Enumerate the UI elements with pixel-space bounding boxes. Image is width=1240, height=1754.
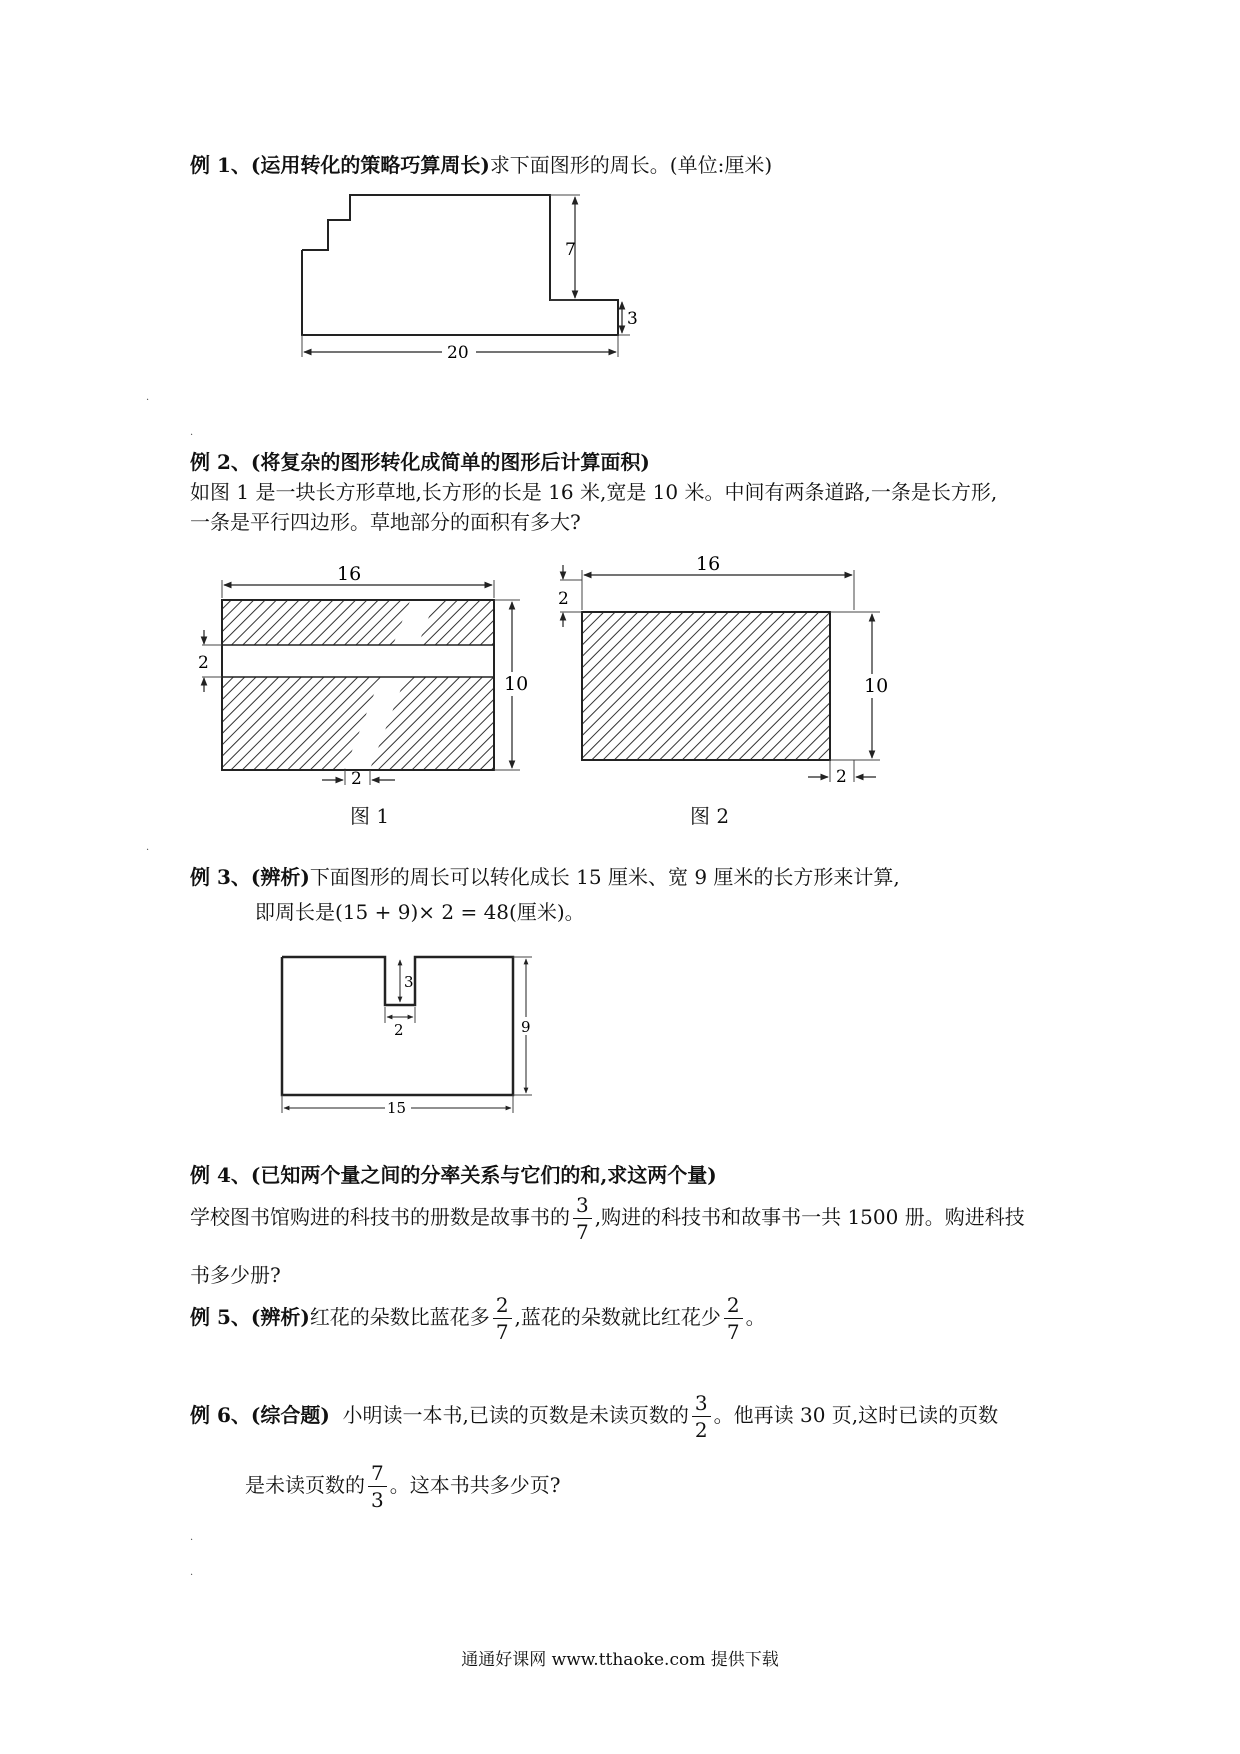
ex2-line2: 一条是平行四边形。草地部分的面积有多大? [190,510,581,534]
ex4-text-b: ,购进的科技书和故事书一共 1500 册。购进科技 [594,1205,1025,1229]
ex6-frac2-num: 7 [368,1463,387,1487]
margin-dot: · [146,845,150,856]
ex6-line2 [245,1463,560,1510]
margin-dot: · [146,395,150,406]
fig2-caption: 图 2 [690,804,730,828]
ex3-label-9: 9 [521,1018,531,1036]
ex6-text-b: 。他再读 30 页,这时已读的页数 [713,1403,999,1427]
ex5-title: 例 5、(辨析) [190,1305,310,1329]
ex6-frac2-den: 3 [371,1488,384,1512]
ex3-line1: 下面图形的周长可以转化成长 15 厘米、宽 9 厘米的长方形来计算, [309,865,900,889]
ex6-line2-text-b: 。这本书共多少页? [389,1473,561,1497]
ex6-frac1-den: 2 [694,1418,708,1442]
ex5-frac1-num: 2 [493,1295,512,1319]
ex4-frac-den: 7 [576,1220,589,1244]
ex3-figure [270,945,540,1115]
ex5-text-b: ,蓝花的朵数就比红花少 [514,1305,721,1329]
fig2-label-2-left: 2 [558,589,569,609]
ex1-title: 例 1、(运用转化的策略巧算周长) [190,153,490,177]
ex5-line [190,1295,766,1342]
fig2-label-10: 10 [864,675,889,697]
ex4-text-a: 学校图书馆购进的科技书的册数是故事书的 [190,1205,570,1229]
ex3-line1-row [190,865,900,889]
ex6-line2-text-a: 是未读页数的 [245,1473,365,1497]
ex3-line2: 即周长是(15 + 9)× 2 = 48(厘米)。 [255,900,585,924]
ex4-title: 例 4、(已知两个量之间的分率关系与它们的和,求这两个量) [190,1163,717,1187]
ex2-figure-1 [198,563,530,785]
ex4-frac-num: 3 [573,1195,592,1219]
ex1-text: 求下面图形的周长。(单位:厘米) [489,153,773,177]
ex6-fraction-1 [692,1393,711,1440]
page-footer: 通通好课网 www.tthaoke.com 提供下载 [461,1650,779,1670]
ex1-figure [290,185,670,375]
ex5-frac2-num: 2 [724,1295,743,1319]
margin-dot: · [190,1570,194,1581]
ex3-label-15: 15 [387,1099,407,1115]
ex5-text-a: 红花的朵数比蓝花多 [309,1305,490,1329]
ex1-label-7: 7 [565,240,576,260]
ex3-title: 例 3、(辨析) [190,865,310,889]
ex4-line2: 书多少册? [190,1263,281,1287]
fig1-label-16: 16 [337,563,362,585]
ex1-line [190,153,772,177]
ex4-fraction [573,1195,592,1242]
ex2-title: 例 2、(将复杂的图形转化成简单的图形后计算面积) [190,450,650,474]
ex1-label-3: 3 [627,309,638,329]
ex6-title: 例 6、(综合题) [190,1403,330,1427]
fig2-label-16: 16 [696,553,721,575]
ex2-line1: 如图 1 是一块长方形草地,长方形的长是 16 米,宽是 10 米。中间有两条道路,一条是长方形, [190,480,998,504]
ex6-text-a: 小明读一本书,已读的页数是未读页数的 [342,1403,689,1427]
ex6-fraction-2 [368,1463,387,1510]
ex3-label-3: 3 [404,973,414,991]
fig1-label-10: 10 [504,673,529,695]
ex5-fraction-2 [724,1295,743,1342]
ex6-frac1-num: 3 [692,1393,711,1417]
fig1-label-2-bottom: 2 [351,769,362,785]
margin-dot: · [190,430,194,441]
margin-dot: · [190,1535,194,1546]
fig1-caption: 图 1 [350,804,390,828]
ex5-frac2-den: 7 [726,1320,740,1344]
ex1-shape-outline [302,195,618,335]
fig1-label-2-left: 2 [198,653,209,673]
ex4-line1 [190,1195,1025,1242]
ex6-line1 [190,1393,998,1440]
ex1-label-20: 20 [447,343,469,363]
ex2-figures [190,550,890,785]
ex5-fraction-1 [493,1295,512,1342]
fig2-label-2-bottom: 2 [836,767,847,785]
ex5-text-c: 。 [745,1305,766,1329]
ex5-frac1-den: 7 [495,1320,509,1344]
ex3-label-2: 2 [394,1021,404,1039]
ex2-figure-2 [558,553,890,785]
